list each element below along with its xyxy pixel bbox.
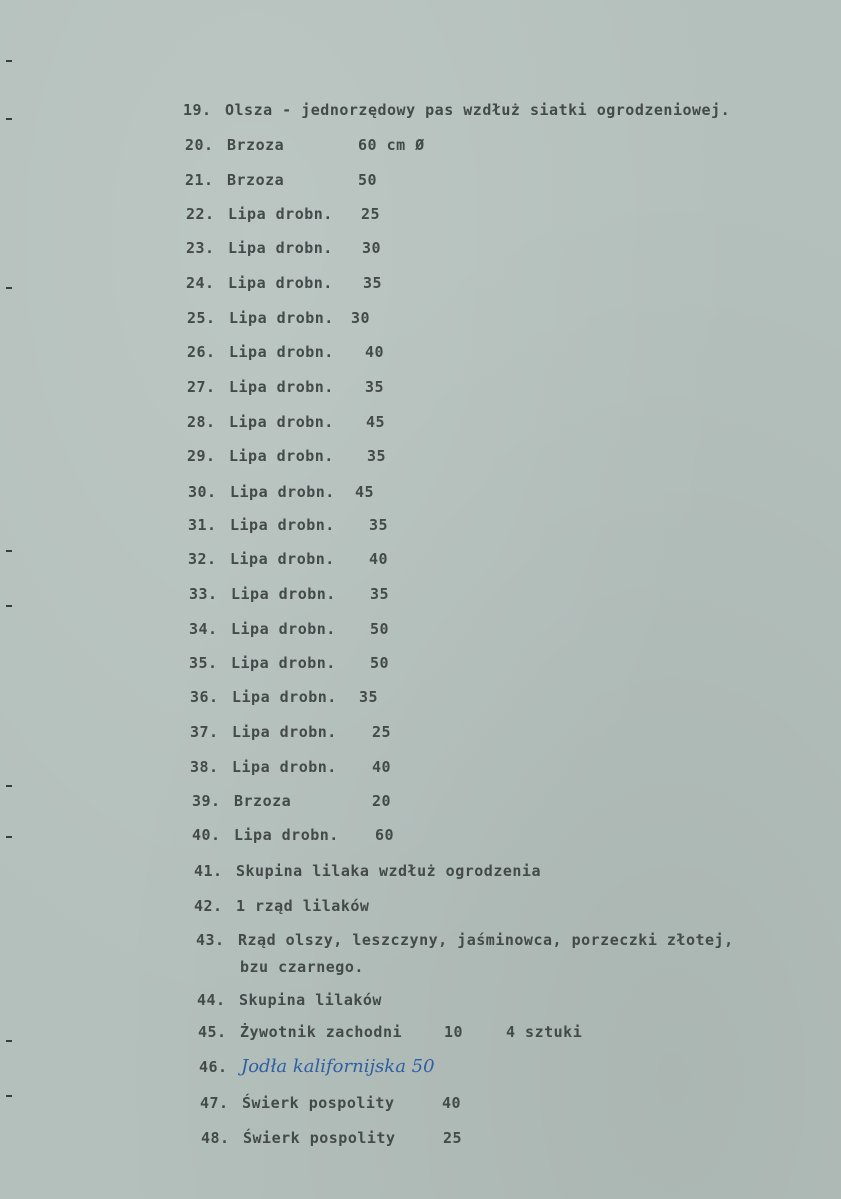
list-item [188, 483, 375, 501]
item-name: Lipa drobn. [231, 620, 336, 638]
item-value: 20 [372, 792, 392, 810]
list-item [187, 378, 385, 396]
list-item [190, 688, 379, 706]
list-item [188, 550, 389, 568]
item-value: 25 [361, 205, 381, 223]
item-value: 35 [363, 274, 383, 292]
item-value: 40 [365, 343, 385, 361]
list-item [189, 585, 390, 603]
item-number: 43. [196, 931, 225, 949]
item-value: 30 [362, 239, 382, 257]
item-number: 42. [194, 897, 223, 915]
item-number: 44. [197, 991, 226, 1009]
edge-mark [6, 550, 12, 552]
list-item [185, 171, 378, 189]
edge-mark [6, 118, 12, 120]
item-number: 19. [183, 101, 212, 119]
list-item [187, 447, 387, 465]
item-number: 40. [192, 826, 221, 844]
list-item [186, 205, 381, 223]
list-item [199, 1058, 435, 1076]
item-name: Lipa drobn. [230, 483, 335, 501]
item-value: 60 cm Ø [358, 136, 425, 154]
item-name: Lipa drobn. [230, 516, 335, 534]
list-item [186, 274, 383, 292]
item-name: Lipa drobn. [232, 723, 337, 741]
item-continuation: bzu czarnego. [240, 958, 364, 976]
item-name: Brzoza [227, 136, 285, 154]
list-item [192, 826, 395, 844]
list-item [189, 654, 390, 672]
list-item [189, 620, 390, 638]
list-item [194, 897, 369, 915]
edge-mark [6, 287, 12, 289]
item-number: 20. [185, 136, 214, 154]
item-value: 35 [359, 688, 379, 706]
item-number: 32. [188, 550, 217, 568]
list-item [197, 991, 382, 1009]
list-item [192, 792, 392, 810]
list-item [183, 101, 730, 119]
item-name: Lipa drobn. [229, 413, 334, 431]
item-name: Lipa drobn. [234, 826, 339, 844]
item-name: Olsza - jednorzędowy pas wzdłuż siatki ogrodzeniowej. [225, 101, 731, 119]
item-value: 40 [369, 550, 389, 568]
item-number: 45. [198, 1023, 227, 1041]
item-value: 25 [372, 723, 392, 741]
edge-mark [6, 605, 12, 607]
edge-mark [6, 1095, 12, 1097]
item-number: 29. [187, 447, 216, 465]
item-name: Lipa drobn. [228, 274, 333, 292]
item-value: 60 [375, 826, 395, 844]
edge-mark [6, 836, 12, 838]
list-item [185, 136, 425, 154]
item-number: 35. [189, 654, 218, 672]
item-number: 47. [200, 1094, 229, 1112]
item-name: Brzoza [227, 171, 285, 189]
item-value: 35 [365, 378, 385, 396]
item-number: 37. [190, 723, 219, 741]
item-value: 35 [369, 516, 389, 534]
list-item [187, 343, 385, 361]
list-item [190, 723, 392, 741]
item-value: 45 [366, 413, 386, 431]
item-number: 26. [187, 343, 216, 361]
item-number: 38. [190, 758, 219, 776]
list-item [186, 239, 382, 257]
list-item [187, 413, 386, 431]
item-number: 39. [192, 792, 221, 810]
handwritten-entry: Jodła kalifornijska 50 [241, 1056, 435, 1077]
item-value: 10 [444, 1023, 464, 1041]
item-value: 35 [367, 447, 387, 465]
item-value: 30 [351, 309, 371, 327]
item-number: 30. [188, 483, 217, 501]
item-value: 25 [443, 1129, 463, 1147]
item-name: Świerk pospolity [243, 1129, 396, 1147]
item-number: 36. [190, 688, 219, 706]
item-value: 35 [370, 585, 390, 603]
item-number: 24. [186, 274, 215, 292]
item-number: 22. [186, 205, 215, 223]
item-number: 27. [187, 378, 216, 396]
item-name: Lipa drobn. [229, 447, 334, 465]
item-value: 50 [370, 620, 390, 638]
item-value: 50 [358, 171, 378, 189]
item-name: Lipa drobn. [228, 205, 333, 223]
item-name: Brzoza [234, 792, 292, 810]
item-name: Żywotnik zachodni [240, 1023, 403, 1041]
item-name: Lipa drobn. [232, 688, 337, 706]
item-number: 21. [185, 171, 214, 189]
item-value: 45 [355, 483, 375, 501]
item-name: Lipa drobn. [230, 550, 335, 568]
list-item [196, 931, 734, 976]
list-item [188, 516, 389, 534]
item-name: Lipa drobn. [228, 239, 333, 257]
list-item [201, 1129, 463, 1147]
item-number: 28. [187, 413, 216, 431]
item-name: Rząd olszy, leszczyny, jaśminowca, porzeczki złotej, [238, 931, 734, 949]
item-name: Lipa drobn. [229, 309, 334, 327]
item-name: Lipa drobn. [231, 585, 336, 603]
item-number: 31. [188, 516, 217, 534]
edge-mark [6, 1040, 12, 1042]
list-item [190, 758, 392, 776]
item-name: Lipa drobn. [229, 378, 334, 396]
edge-mark [6, 785, 12, 787]
item-name: Skupina lilaka wzdłuż ogrodzenia [236, 862, 541, 880]
item-value: 50 [370, 654, 390, 672]
item-name: 1 rząd lilaków [236, 897, 370, 915]
list-item [198, 1023, 583, 1041]
list-item [200, 1094, 462, 1112]
item-extra: 4 sztuki [506, 1023, 583, 1041]
item-number: 25. [187, 309, 216, 327]
item-name: Lipa drobn. [229, 343, 334, 361]
item-number: 33. [189, 585, 218, 603]
edge-mark [6, 60, 12, 62]
item-number: 41. [194, 862, 223, 880]
list-item [194, 862, 541, 880]
item-number: 34. [189, 620, 218, 638]
item-value: 40 [372, 758, 392, 776]
item-name: Skupina lilaków [239, 991, 382, 1009]
item-number: 46. [199, 1058, 228, 1076]
item-number: 23. [186, 239, 215, 257]
list-item [187, 309, 371, 327]
item-number: 48. [201, 1129, 230, 1147]
item-name: Lipa drobn. [231, 654, 336, 672]
item-name: Świerk pospolity [242, 1094, 395, 1112]
item-name: Lipa drobn. [232, 758, 337, 776]
item-value: 40 [442, 1094, 462, 1112]
